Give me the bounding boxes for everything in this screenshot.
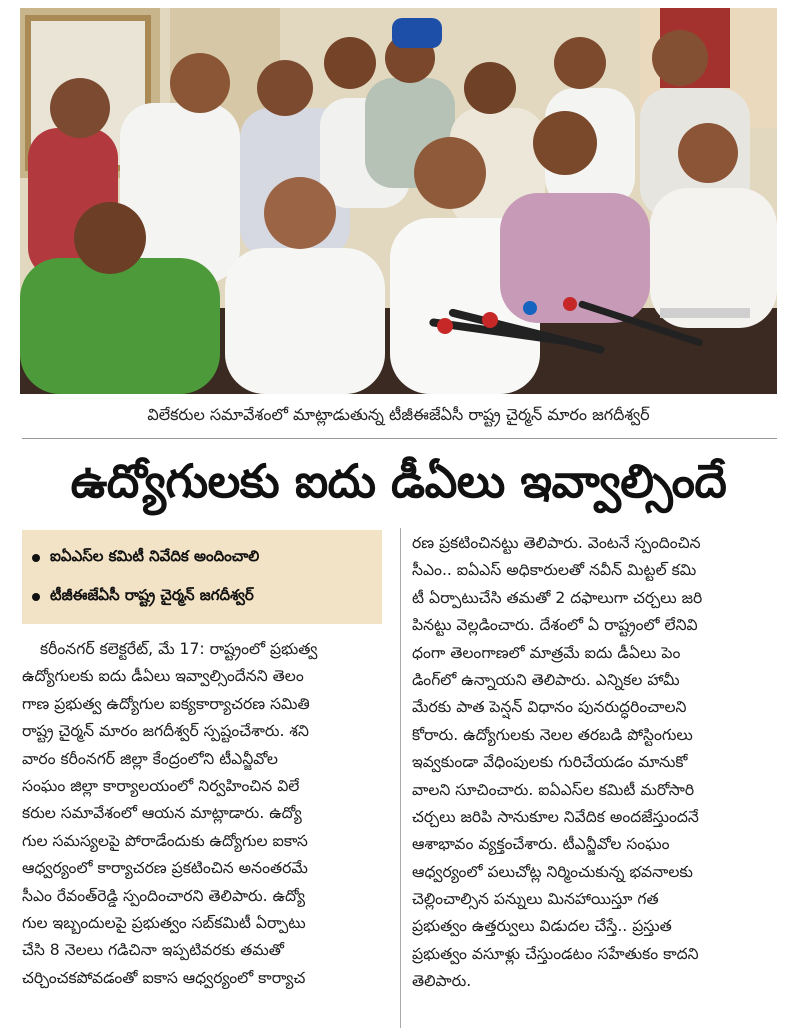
article-line: వారం కరీంనగర్ జిల్లా కేంద్రంలోని టీఎన్జీవోల — [22, 749, 278, 768]
article-line: ధంగా తెలంగాణలో మాత్రమే ఐదు డీఏలు పెం — [412, 643, 681, 662]
article-line: సంఘం జిల్లా కార్యాలయంలో నిర్వహించిన విలే — [22, 776, 300, 795]
highlight-text: ఐఏఎస్‌ల కమిటీ నివేదిక అందించాలి — [50, 546, 260, 565]
highlight-item — [32, 577, 372, 616]
article-line: ప్రభుత్వం వసూళ్లు చేస్తుండటం సహేతుకం కాదని — [412, 944, 699, 963]
bullet-icon — [32, 554, 40, 562]
article-line: కరుల సమావేశంలో ఆయన మాట్లాడారు. ఉద్యో — [22, 804, 302, 823]
photo-caption: విలేకరుల సమావేశంలో మాట్లాడుతున్న టీజీఈజేఏసీ రాష్ట్ర చైర్మన్ మారం జగదీశ్వర్ — [147, 405, 650, 424]
article-line: చెల్లించాల్సిన పన్నులు మినహాయిస్తూ గత — [412, 890, 659, 909]
article-line: చర్చలు జరిపి సానుకూల నివేదిక అందజేస్తుందనే — [412, 807, 699, 826]
article-line: కోరారు. ఉద్యోగులకు నెలల తరబడి పోస్టింగులు — [412, 725, 693, 744]
article-line: చేసి 8 నెలలు గడిచినా ఇప్పటివరకు తమతో — [22, 941, 284, 960]
column-divider — [400, 528, 401, 1028]
photo-illustration — [20, 8, 777, 394]
article-line: కరీంనగర్ కలెక్టరేట్, మే 17: రాష్ట్రంలో ప్రభుత్వ — [40, 640, 318, 658]
article-line: ఆధ్వర్యంలో పలుచోట్ల నిర్మించుకున్న భవనాలకు — [412, 862, 693, 881]
article-left-column — [22, 636, 390, 992]
article-line: మేరకు పాత పెన్షన్ విధానం పునరుద్ధరించాలని — [412, 698, 687, 717]
article-line: సీఎం రేవంత్‌రెడ్డి స్పందించారని తెలిపారు. ఉద్యో — [22, 886, 306, 905]
article-line: చర్చించకపోవడంతో ఐకాస ఆధ్వర్యంలో కార్యాచ — [22, 968, 306, 987]
article-line: పినట్టు వెల్లడించారు. దేశంలో ఏ రాష్ట్రంలో లేనివి — [412, 616, 698, 635]
article-line: సీఎం.. ఐఏఎస్ అధికారులతో నవీన్ మిట్టల్ కమి — [412, 561, 697, 580]
article-line: ఇవ్వకుండా వేధింపులకు గురిచేయడం మానుకో — [412, 753, 688, 772]
article-line: టీ ఏర్పాటుచేసి తమతో 2 దఫాలుగా చర్చలు జరి — [412, 588, 703, 607]
article-line: గుల సమస్యలపై పోరాడేందుకు ఉద్యోగుల ఐకాస — [22, 831, 308, 850]
headline: ఉద్యోగులకు ఐదు డీఏలు ఇవ్వాల్సిందే — [70, 454, 727, 508]
article-line: గాణ ప్రభుత్వ ఉద్యోగుల ఐక్యకార్యాచరణ సమితి — [22, 694, 310, 713]
highlight-text: టీజీఈజేఏసీ రాష్ట్ర చైర్మన్ జగదీశ్వర్ — [50, 585, 254, 604]
highlights-box — [22, 530, 382, 624]
article-line: రణ ప్రకటించినట్టు తెలిపారు. వెంటనే స్పందించిన — [412, 534, 701, 552]
article-line: గుల ఇబ్బందులపై ప్రభుత్వం సబ్‌కమిటీ ఏర్పాటు — [22, 913, 306, 932]
article-line: ప్రభుత్వం ఉత్తర్వులు విడుదల చేస్తే.. ప్రస్తుత — [412, 917, 672, 936]
article-right-column — [412, 530, 778, 996]
article-line: రాష్ట్ర చైర్మన్ మారం జగదీశ్వర్ స్పష్టంచేశారు. శని — [22, 722, 309, 741]
article-line: తెలిపారు. — [412, 972, 472, 991]
press-meet-photo — [20, 8, 777, 394]
article-line: ఉద్యోగులకు ఐదు డీఏలు ఇవ్వాల్సిందేనని తెలం — [22, 667, 304, 686]
article-line: ఆశాభావం వ్యక్తంచేశారు. టీఎన్జీవోల సంఘం — [412, 835, 670, 854]
article-line: డింగ్‌లో ఉన్నాయని తెలిపారు. ఎన్నికల హామీ — [412, 670, 680, 689]
article-line: ఆధ్వర్యంలో కార్యాచరణ ప్రకటించిన అనంతరమే — [22, 859, 308, 878]
bullet-icon — [32, 593, 40, 601]
article-line: వాలని సూచించారు. ఐఏఎస్‌ల కమిటీ మరోసారి — [412, 780, 695, 799]
caption-divider — [22, 438, 777, 439]
highlight-item — [32, 538, 372, 577]
